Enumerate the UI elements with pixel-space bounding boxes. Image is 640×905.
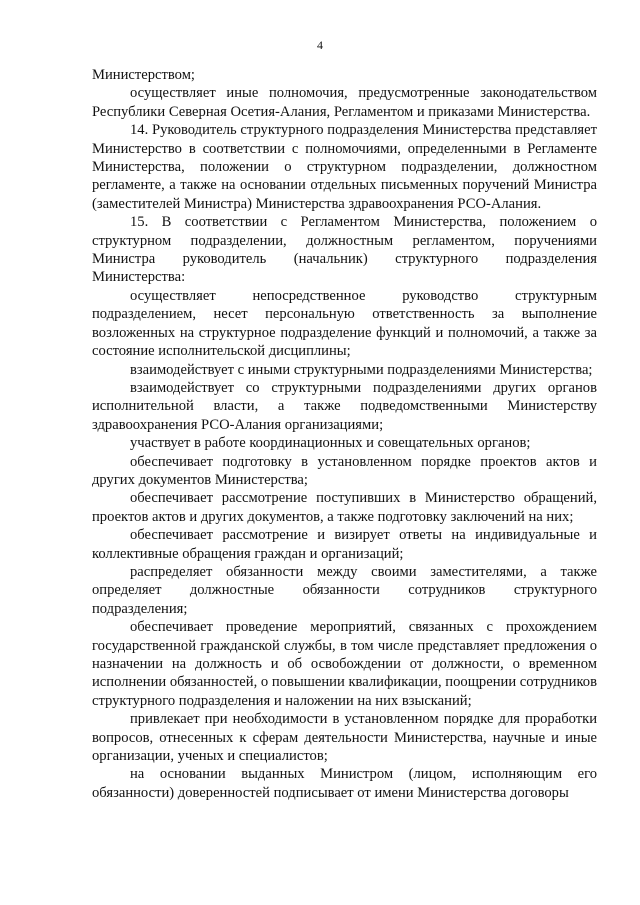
page-number: 4	[317, 38, 323, 52]
paragraph: обеспечивает рассмотрение поступивших в Министерство обращений, проектов актов и других документов, а также подготовку заключений на них;	[92, 490, 597, 525]
paragraph: распределяет обязанности между своими заместителями, а также определяет должностные обязанности сотрудников структурного подразделения;	[92, 563, 597, 617]
paragraph: осуществляет иные полномочия, предусмотренные законодательством Республики Северная Осетия-Алания, Регламентом и приказами Министерства.	[92, 85, 597, 120]
paragraph: взаимодействует со структурными подразделениями других органов исполнительной власти, а также подведомственными Министерству здравоохранения РСО-Алания организациями;	[92, 379, 597, 433]
paragraph-item-15: 15. В соответствии с Регламентом Министерства, положением о структурном подразделении, должностным регламентом, поручениями Министра руководитель (начальник) структурного подразделения Министерства:	[92, 214, 597, 286]
document-body	[92, 66, 597, 802]
paragraph: Министерством;	[92, 67, 195, 83]
paragraph: участвует в работе координационных и совещательных органов;	[130, 435, 531, 452]
paragraph: на основании выданных Министром (лицом, исполняющим его обязанности) доверенностей подписывает от имени Министерства договоры	[92, 766, 597, 801]
paragraph: обеспечивает подготовку в установленном порядке проектов актов и других документов Министерства;	[92, 453, 597, 488]
paragraph-item-14: 14. Руководитель структурного подразделения Министерства представляет Министерство в соответствии с полномочиями, определенными в Регламенте Министерства, положении о структурном подразделении, должностном регламенте, а также на основании отдельных письменных поручений Министра (заместителей Министра) Министерства здравоохранения РСО-Алания.	[92, 122, 597, 212]
paragraph: взаимодействует с иными структурными подразделениями Министерства;	[130, 361, 593, 378]
paragraph: обеспечивает рассмотрение и визирует ответы на индивидуальные и коллективные обращения граждан и организаций;	[92, 527, 597, 562]
paragraph: привлекает при необходимости в установленном порядке для проработки вопросов, отнесенных к сферам деятельности Министерства, научные и иные организации, ученых и специалистов;	[92, 711, 597, 765]
paragraph: обеспечивает проведение мероприятий, связанных с прохождением государственной гражданской службы, в том числе представляет предложения о назначении на должность и об освобождении от должности, о временном исполнении обязанностей, о повышении квалификации, поощрении сотрудников структурного подразделения и наложении на них взысканий;	[92, 619, 597, 709]
paragraph: осуществляет непосредственное руководство структурным подразделением, несет персональную ответственность за выполнение возложенных на структурное подразделение функций и полномочий, а также за состояние исполнительской дисциплины;	[92, 287, 597, 360]
